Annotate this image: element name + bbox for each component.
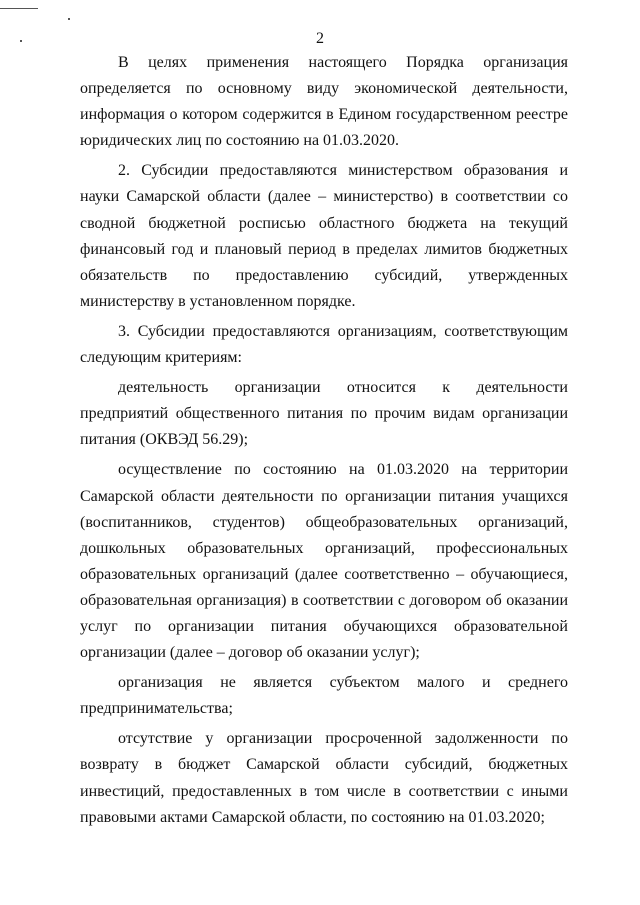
paragraph: деятельность организации относится к деятельности предприятий общественного питания по прочим видам организации питания (ОКВЭД 56.29); bbox=[80, 379, 568, 449]
document-body bbox=[80, 50, 568, 835]
scan-artifact-dot bbox=[68, 18, 70, 20]
paragraph: организация не является субъектом малого и среднего предпринимательства; bbox=[80, 674, 568, 718]
paragraph: осуществление по состоянию на 01.03.2020 на территории Самарской области деятельности по организации питания учащихся (воспитанников, студентов) общеобразовательных организаций, дошкольных образовательных организаций, профессиональных образовательных организаций (далее соответственно – обучающиеся, образовательная организация) в соответствии с договором об оказании услуг по организации питания обучающихся образовательной организации (далее – договор об оказании услуг); bbox=[80, 461, 568, 662]
scan-artifact-top-left bbox=[0, 8, 38, 9]
paragraph: 3. Субсидии предоставляются организациям, соответствующим следующим критериям: bbox=[80, 322, 568, 367]
paragraph: В целях применения настоящего Порядка организация определяется по основному виду экономической деятельности, информация о котором содержится в Едином государственном реестре юридических лиц по состоянию на 01.03.2020. bbox=[80, 54, 568, 150]
paragraph: 2. Субсидии предоставляются министерством образования и науки Самарской области (далее – министерство) в соответствии со сводной бюджетной росписью областного бюджета на текущий финансовый год и плановый период в пределах лимитов бюджетных обязательств по предоставлению субсидий, утвержденных министерству в установленном порядке. bbox=[80, 162, 568, 310]
paragraph: отсутствие у организации просроченной задолженности по возврату в бюджет Самарской области субсидий, бюджетных инвестиций, предоставленных в том числе в соответствии с иными правовыми актами Самарской области, по состоянию на 01.03.2020; bbox=[80, 730, 568, 826]
page-number: 2 bbox=[316, 30, 324, 47]
